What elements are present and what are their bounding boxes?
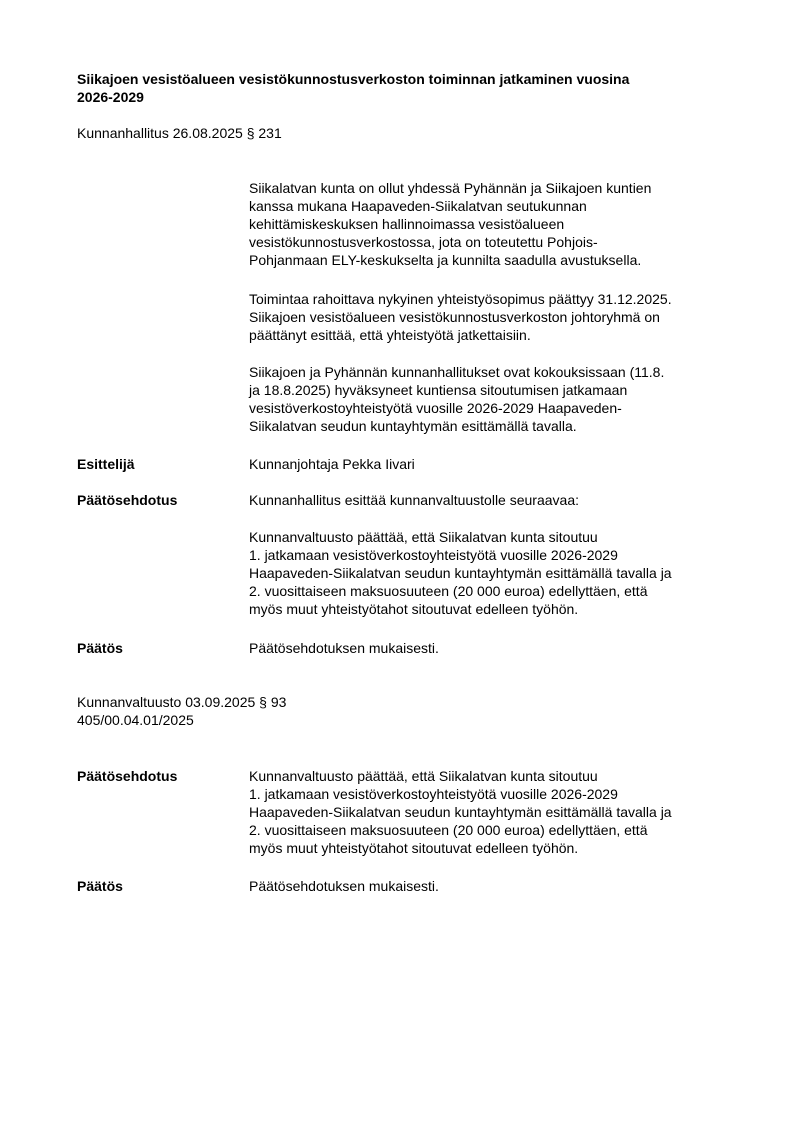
intro-paragraph-1: [249, 179, 744, 269]
proposal-line: 2. vuosittaiseen maksuosuuteen (20 000 euroa) edellyttäen, että: [249, 583, 648, 599]
council-decision-value: Päätösehdotuksen mukaisesti.: [249, 878, 439, 894]
record-number: 405/00.04.01/2025: [77, 712, 194, 728]
intro-p1-line: Pohjanmaan ELY-keskukselta ja kunnilta saadulla avustuksella.: [249, 252, 642, 268]
intro-paragraph-2: [249, 290, 744, 344]
proposal-text: [249, 528, 744, 618]
intro-p1-line: kehittämiskeskuksen hallinnoimassa vesistöalueen: [249, 216, 565, 232]
intro-p3-line: Siikajoen ja Pyhännän kunnanhallitukset ovat kokouksissaan (11.8.: [249, 364, 665, 380]
proposal-label: Päätösehdotus: [77, 492, 178, 508]
presenter-label: Esittelijä: [77, 456, 135, 472]
title-line-1: Siikajoen vesistöalueen vesistökunnostusverkoston toiminnan jatkaminen vuosina: [77, 71, 630, 87]
board-meeting-reference: Kunnanhallitus 26.08.2025 § 231: [77, 125, 282, 141]
council-proposal-line: Haapaveden-Siikalatvan seudun kuntayhtymän esittämällä tavalla ja: [249, 804, 672, 820]
council-proposal-label: Päätösehdotus: [77, 768, 178, 784]
council-meeting-reference: [77, 693, 286, 729]
council-proposal-line: myös muut yhteistyötahot sitoutuvat edelleen työhön.: [249, 840, 579, 856]
intro-p1-line: vesistökunnostusverkostossa, jota on toteutettu Pohjois-: [249, 234, 598, 250]
council-proposal-text: [249, 767, 744, 857]
council-meeting-line: Kunnanvaltuusto 03.09.2025 § 93: [77, 694, 287, 710]
decision-value: Päätösehdotuksen mukaisesti.: [249, 640, 439, 656]
intro-p2-line: päättänyt esittää, että yhteistyötä jatkettaisiin.: [249, 327, 531, 343]
document-title: [77, 70, 737, 106]
council-proposal-line: 2. vuosittaiseen maksuosuuteen (20 000 euroa) edellyttäen, että: [249, 822, 648, 838]
decision-label: Päätös: [77, 640, 123, 656]
proposal-line: Haapaveden-Siikalatvan seudun kuntayhtymän esittämällä tavalla ja: [249, 565, 672, 581]
intro-p1-line: kanssa mukana Haapaveden-Siikalatvan seutukunnan: [249, 198, 587, 214]
proposal-line: myös muut yhteistyötahot sitoutuvat edelleen työhön.: [249, 601, 579, 617]
proposal-line: 1. jatkamaan vesistöverkostoyhteistyötä vuosille 2026-2029: [249, 547, 618, 563]
intro-p1-line: Siikalatvan kunta on ollut yhdessä Pyhännän ja Siikajoen kuntien: [249, 180, 652, 196]
intro-p3-line: ja 18.8.2025) hyväksyneet kuntiensa sitoutumisen jatkamaan: [249, 382, 628, 398]
proposal-line: Kunnanvaltuusto päättää, että Siikalatvan kunta sitoutuu: [249, 529, 598, 545]
council-proposal-line: 1. jatkamaan vesistöverkostoyhteistyötä vuosille 2026-2029: [249, 786, 618, 802]
intro-p2-line: Toimintaa rahoittava nykyinen yhteistyösopimus päättyy 31.12.2025.: [249, 291, 672, 307]
intro-p3-line: vesistöverkostoyhteistyötä vuosille 2026-2029 Haapaveden-: [249, 400, 622, 416]
presenter-value: Kunnanjohtaja Pekka Iivari: [249, 456, 415, 472]
title-line-2: 2026-2029: [77, 89, 144, 105]
council-proposal-line: Kunnanvaltuusto päättää, että Siikalatvan kunta sitoutuu: [249, 768, 598, 784]
intro-paragraph-3: [249, 363, 744, 435]
intro-p2-line: Siikajoen vesistöalueen vesistökunnostusverkoston johtoryhmä on: [249, 309, 660, 325]
council-decision-label: Päätös: [77, 878, 123, 894]
intro-p3-line: Siikalatvan seudun kuntayhtymän esittämällä tavalla.: [249, 418, 577, 434]
proposal-lead: Kunnanhallitus esittää kunnanvaltuustolle seuraavaa:: [249, 492, 580, 508]
